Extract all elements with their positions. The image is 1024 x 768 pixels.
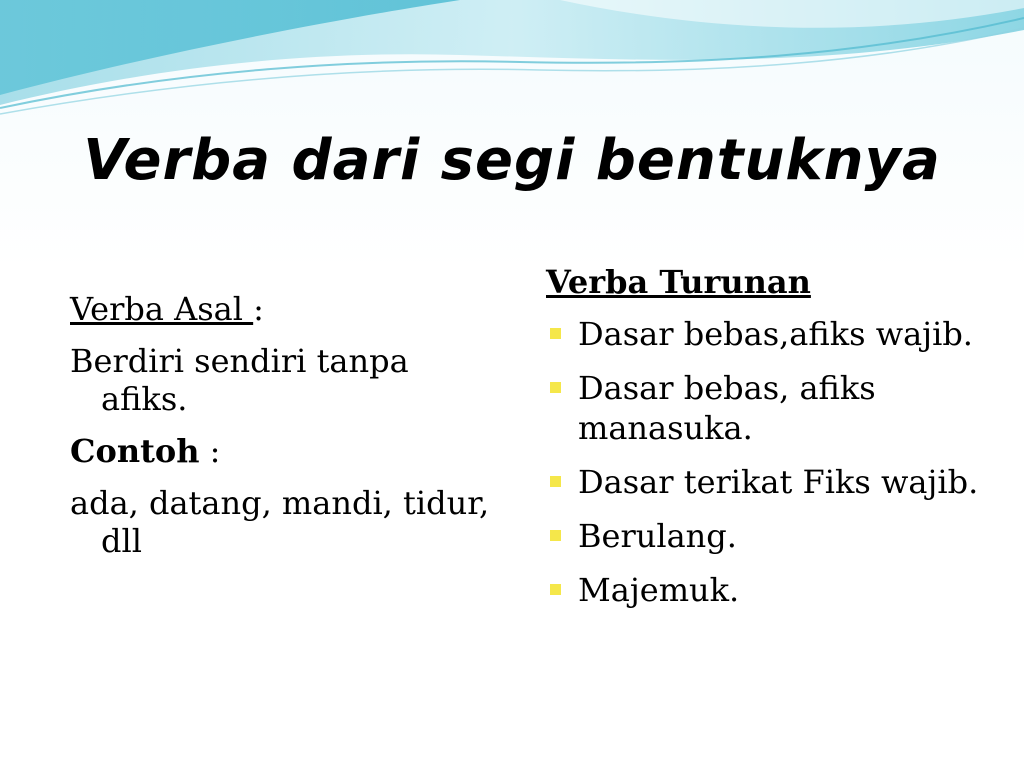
square-bullet-icon: [550, 476, 561, 487]
list-item-text: Dasar terikat Fiks wajib.: [578, 463, 979, 501]
left-column: [70, 290, 490, 574]
list-item: [546, 570, 986, 610]
list-item-text: Berulang.: [578, 517, 737, 555]
example-heading: [70, 432, 490, 470]
right-column: [546, 262, 986, 624]
verba-asal-colon: :: [253, 290, 264, 328]
square-bullet-icon: [550, 530, 561, 541]
example-label: Contoh: [70, 432, 200, 470]
list-item-text: Dasar bebas,afiks wajib.: [578, 315, 973, 353]
verba-turunan-heading: Verba Turunan: [546, 263, 811, 301]
square-bullet-icon: [550, 328, 561, 339]
list-item-text: Majemuk.: [578, 571, 740, 609]
list-item: [546, 462, 986, 502]
square-bullet-icon: [550, 584, 561, 595]
slide-title: Verba dari segi bentuknya: [83, 128, 941, 193]
verba-asal-heading: [70, 290, 490, 328]
list-item: [546, 368, 986, 448]
example-list: ada, datang, mandi, tidur, dll: [70, 484, 490, 560]
list-item: [546, 516, 986, 556]
list-item: [546, 314, 986, 354]
list-item-text: Dasar bebas, afiks manasuka.: [578, 369, 876, 447]
verba-turunan-list: [546, 314, 986, 610]
verba-asal-label: Verba Asal: [70, 290, 254, 328]
square-bullet-icon: [550, 382, 561, 393]
example-colon: :: [199, 432, 221, 470]
header-wave-decoration: [0, 0, 1024, 120]
verba-asal-definition: Berdiri sendiri tanpa afiks.: [70, 342, 409, 418]
